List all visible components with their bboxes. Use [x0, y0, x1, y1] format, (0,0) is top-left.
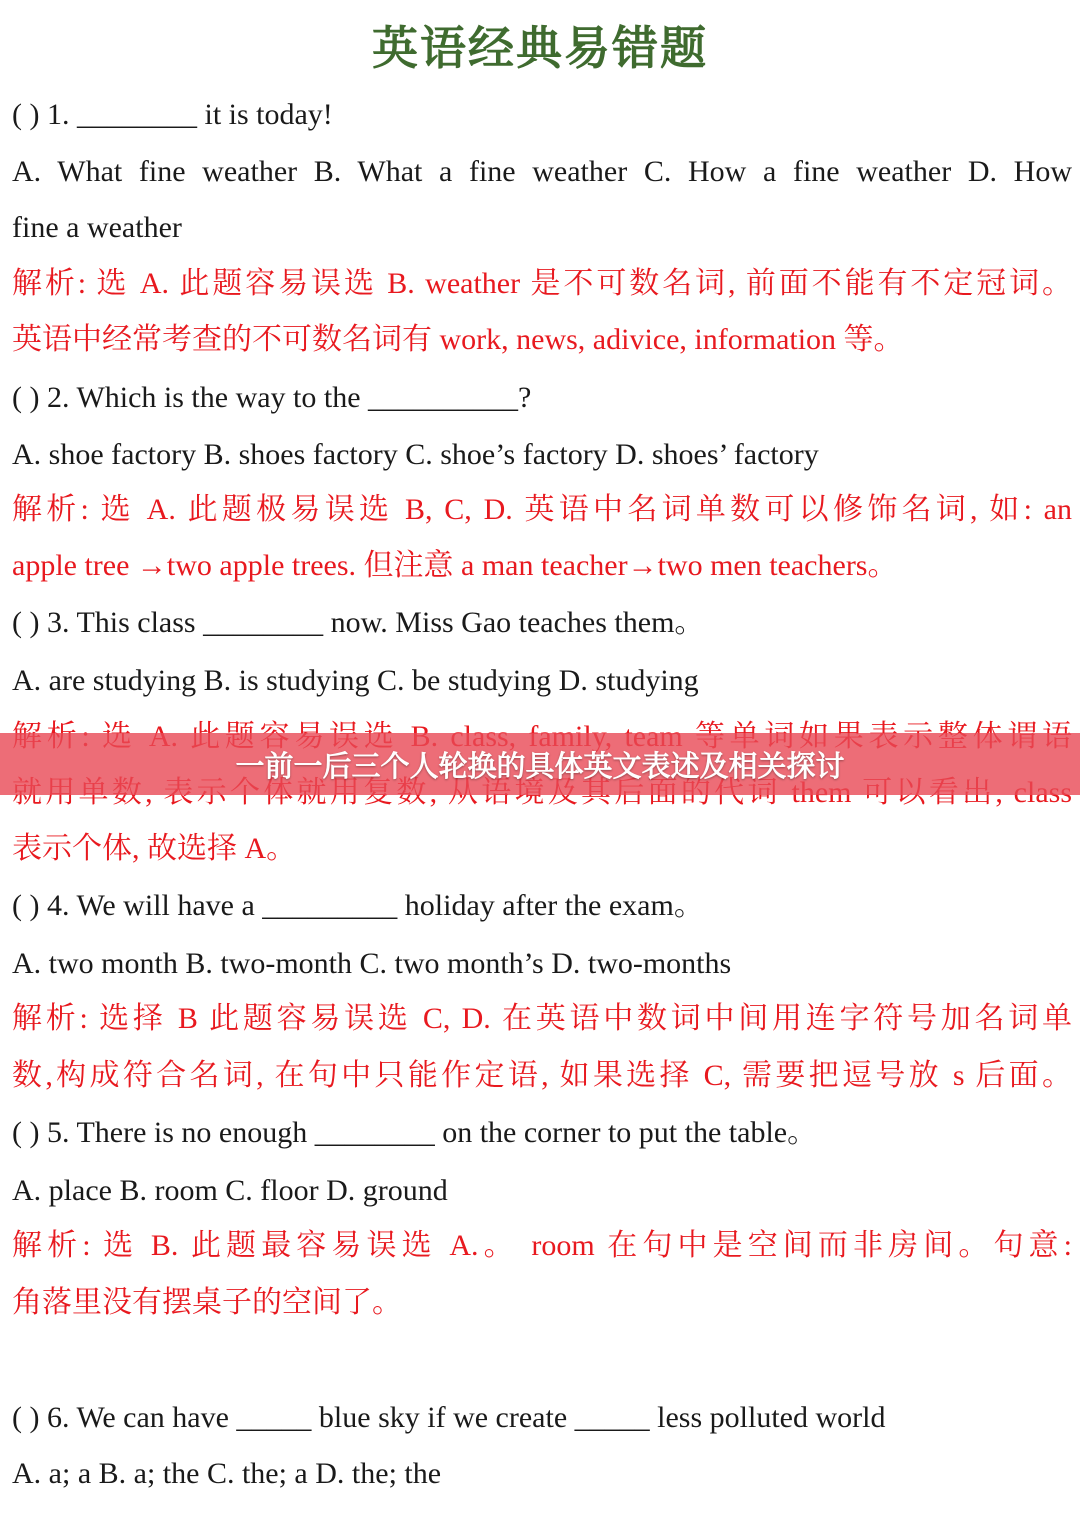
analysis-3-cont2: 表示个体, 故选择 A。 — [12, 832, 297, 865]
question-1: ( ) 1. ________ it is today! — [12, 98, 333, 131]
question-4: ( ) 4. We will have a _________ holiday after the exam。 — [12, 889, 704, 922]
question-5: ( ) 5. There is no enough ________ on the corner to put the table。 — [12, 1116, 818, 1149]
analysis-5-cont: 角落里没有摆桌子的空间了。 — [12, 1286, 402, 1319]
question-5-options: A. place B. room C. floor D. ground — [12, 1174, 448, 1207]
question-1-options-cont: fine a weather — [12, 211, 182, 244]
title-banner — [0, 733, 1080, 795]
analysis-4: 解析: 选择 B 此题容易误选 C, D. 在英语中数词中间用连字符号加名词单 — [12, 1002, 1072, 1035]
question-2-options: A. shoe factory B. shoes factory C. shoe’s factory D. shoes’ factory — [12, 438, 819, 471]
banner-text: 一前一后三个人轮换的具体英文表述及相关探讨 — [235, 748, 845, 783]
question-3-options: A. are studying B. is studying C. be studying D. studying — [12, 664, 699, 697]
analysis-1-cont: 英语中经常考查的不可数名词有 work, news, adivice, information 等。 — [12, 323, 904, 356]
analysis-5: 解析: 选 B. 此题最容易误选 A.。 room 在句中是空间而非房间。句意: — [12, 1229, 1072, 1262]
question-4-options: A. two month B. two-month C. two month’s D. two-months — [12, 947, 732, 980]
analysis-4-cont: 数,构成符合名词, 在句中只能作定语, 如果选择 C, 需要把逗号放 s 后面。 — [12, 1059, 1072, 1092]
question-3: ( ) 3. This class ________ now. Miss Gao teaches them。 — [12, 606, 705, 639]
document-title: 英语经典易错题 — [372, 21, 708, 75]
analysis-2: 解析: 选 A. 此题极易误选 B, C, D. 英语中名词单数可以修饰名词, 如: an — [12, 493, 1072, 526]
question-6-options: A. a; a B. a; the C. the; a D. the; the — [12, 1457, 442, 1490]
question-6: ( ) 6. We can have _____ blue sky if we create _____ less polluted world — [12, 1401, 886, 1434]
analysis-1: 解析: 选 A. 此题容易误选 B. weather 是不可数名词, 前面不能有不定冠词。 — [12, 267, 1072, 300]
question-1-options: A. What fine weather B. What a fine weather C. How a fine weather D. How — [12, 155, 1072, 188]
question-2: ( ) 2. Which is the way to the __________? — [12, 381, 532, 414]
analysis-2-cont: apple tree →two apple trees. 但注意 a man teacher→two men teachers。 — [12, 549, 898, 582]
